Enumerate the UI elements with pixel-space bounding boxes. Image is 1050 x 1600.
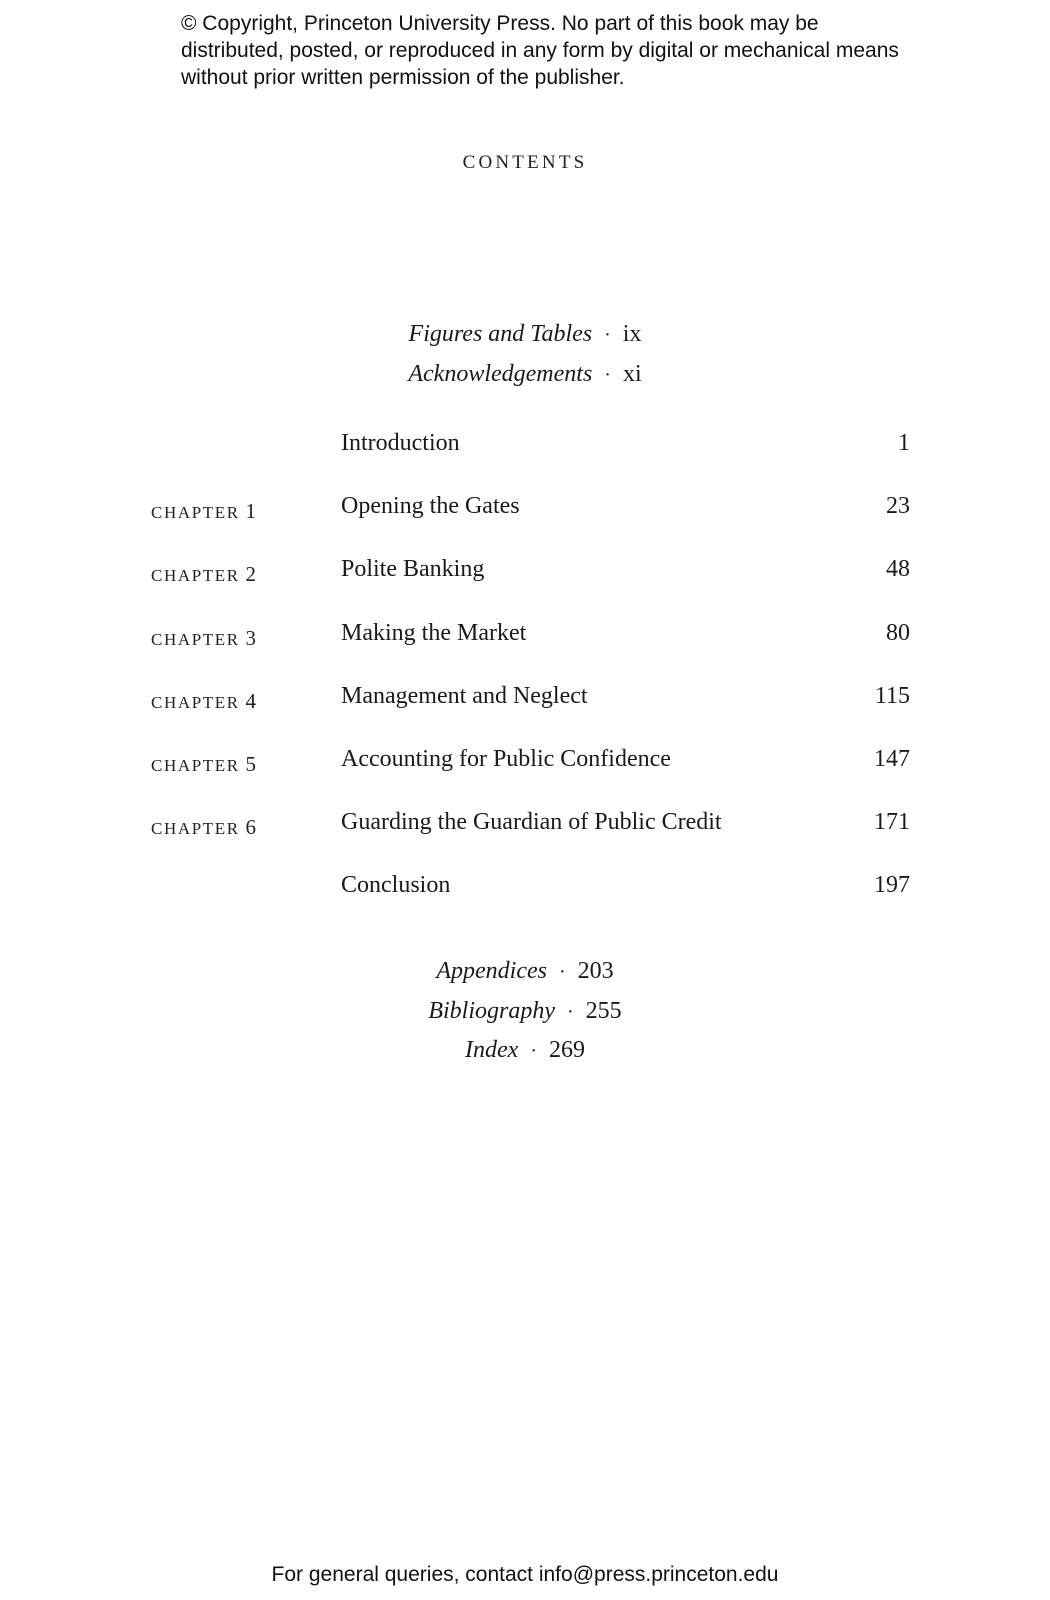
entry-page: 23 <box>886 493 910 520</box>
entry-title: Accounting for Public Confidence <box>341 745 671 772</box>
toc-entry-chapter-2[interactable] <box>0 556 1050 619</box>
back-matter-list <box>0 955 1050 1074</box>
chapter-label <box>151 562 256 587</box>
entry-title: Making the Market <box>341 619 527 646</box>
chapter-label <box>151 752 256 777</box>
chapter-label <box>151 626 256 651</box>
entry-page: 115 <box>874 682 910 709</box>
toc-entry-chapter-4[interactable] <box>0 683 1050 746</box>
chapter-word: CHAPTER <box>151 755 240 775</box>
chapter-label <box>151 689 256 714</box>
back-matter-entry[interactable] <box>0 995 1050 1035</box>
toc-entry-chapter-5[interactable] <box>0 746 1050 809</box>
chapter-word: CHAPTER <box>151 692 240 712</box>
entry-title: Opening the Gates <box>341 493 520 520</box>
separator-dot: · <box>604 324 611 346</box>
entry-page: 197 <box>874 872 910 899</box>
toc-entry-conclusion[interactable] <box>0 872 1050 935</box>
front-matter-entry[interactable] <box>0 318 1050 358</box>
entry-title: Conclusion <box>341 872 451 899</box>
chapter-number: 3 <box>245 625 257 650</box>
back-matter-page: 269 <box>548 1037 585 1063</box>
contents-heading: CONTENTS <box>462 152 588 173</box>
back-matter-entry[interactable] <box>0 1034 1050 1074</box>
footer-contact: For general queries, contact info@press.princeton.edu <box>271 1563 779 1586</box>
entry-page: 171 <box>874 809 910 836</box>
separator-dot: · <box>566 1000 574 1023</box>
back-matter-title: Bibliography <box>428 997 555 1024</box>
copyright-notice: © Copyright, Princeton University Press. No part of this book may be distributed, posted, or reproduced in any form by digital or mechanical means without prior written permission of the publisher. <box>181 12 899 89</box>
chapter-label <box>151 815 256 840</box>
back-matter-page: 255 <box>585 997 622 1024</box>
separator-dot: · <box>530 1040 537 1062</box>
back-matter-page: 203 <box>577 958 614 984</box>
entry-page: 80 <box>886 619 910 646</box>
entry-title: Guarding the Guardian of Public Credit <box>341 809 722 836</box>
chapter-number: 6 <box>245 815 257 840</box>
chapter-number: 4 <box>245 688 257 713</box>
chapter-number: 2 <box>245 562 257 587</box>
chapter-label <box>151 499 256 524</box>
entry-title: Management and Neglect <box>341 682 588 709</box>
toc-entry-introduction[interactable] <box>0 430 1050 493</box>
front-matter-list <box>0 318 1050 397</box>
separator-dot: · <box>558 961 566 983</box>
front-matter-page: ix <box>622 321 642 347</box>
back-matter-title: Appendices <box>436 958 547 984</box>
toc-entry-chapter-3[interactable] <box>0 620 1050 683</box>
chapter-number: 1 <box>245 499 257 524</box>
entry-page: 147 <box>874 745 910 772</box>
front-matter-title: Figures and Tables <box>408 321 593 347</box>
toc-entry-chapter-6[interactable] <box>0 809 1050 872</box>
front-matter-entry[interactable] <box>0 358 1050 398</box>
front-matter-title: Acknowledgements <box>408 360 593 387</box>
back-matter-entry[interactable] <box>0 955 1050 995</box>
chapter-word: CHAPTER <box>151 503 240 523</box>
toc-entry-chapter-1[interactable] <box>0 493 1050 556</box>
entry-title: Introduction <box>341 430 460 456</box>
chapter-number: 5 <box>245 751 257 776</box>
entry-page: 48 <box>886 556 910 583</box>
chapter-word: CHAPTER <box>151 566 240 586</box>
toc-list <box>0 430 1050 936</box>
separator-dot: · <box>604 363 611 386</box>
entry-title: Polite Banking <box>341 556 485 583</box>
front-matter-page: xi <box>622 360 642 387</box>
chapter-word: CHAPTER <box>151 629 240 649</box>
chapter-word: CHAPTER <box>151 819 240 839</box>
entry-page: 1 <box>898 430 910 456</box>
back-matter-title: Index <box>465 1037 519 1063</box>
